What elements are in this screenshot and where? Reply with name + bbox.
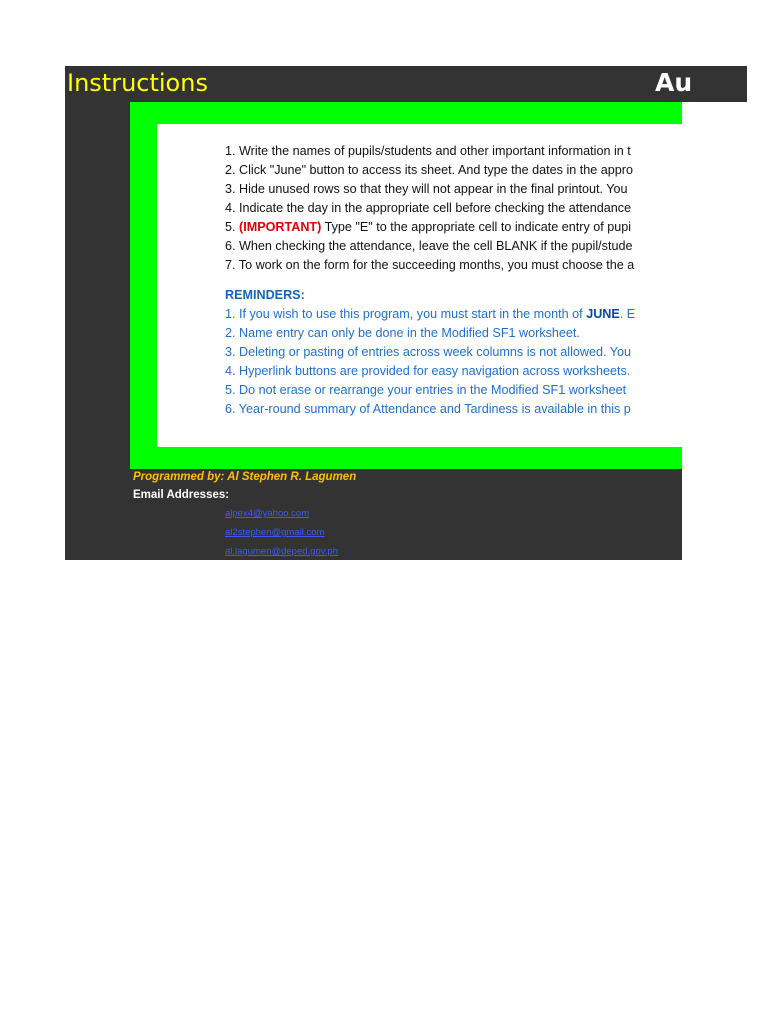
email-link-gmail[interactable]: al2stephen@gmail.com xyxy=(225,527,325,538)
reminder-line-2: 2. Name entry can only be done in the Modified SF1 worksheet. xyxy=(225,326,580,340)
reminder-line-3: 3. Deleting or pasting of entries across week columns is not allowed. You xyxy=(225,345,632,359)
programmed-by: Programmed by: Al Stephen R. Lagumen xyxy=(133,471,357,483)
instruction-line-4: 4. Indicate the day in the appropriate cell before checking the attendance xyxy=(225,201,632,215)
instruction-5-text: Type "E" to the appropriate cell to indicate entry of pupi xyxy=(321,220,632,234)
reminder-line-1 xyxy=(225,305,682,324)
reminder-1-month: JUNE xyxy=(586,307,620,321)
email-link-yahoo[interactable]: alpex4@yahoo.com xyxy=(225,508,310,519)
reminder-line-6: 6. Year-round summary of Attendance and Tardiness is available in this p xyxy=(225,402,631,416)
important-label: (IMPORTANT) xyxy=(239,220,322,234)
instruction-line-1: 1. Write the names of pupils/students and other important information in t xyxy=(225,144,631,158)
instructions-sheet xyxy=(65,66,747,560)
reminders-heading: REMINDERS: xyxy=(225,288,305,302)
instruction-line-7: 7. To work on the form for the succeeding months, you must choose the a xyxy=(225,258,635,272)
instruction-line-6: 6. When checking the attendance, leave the cell BLANK if the pupil/stude xyxy=(225,239,633,253)
instruction-5-prefix: 5. xyxy=(225,220,240,234)
reminder-line-5: 5. Do not erase or rearrange your entries in the Modified SF1 worksheet xyxy=(225,383,627,397)
page-title: Instructions xyxy=(67,69,208,97)
instruction-line-2: 2. Click "June" button to access its sheet. And type the dates in the appro xyxy=(225,163,633,177)
instruction-line-5 xyxy=(225,218,682,237)
header-bar xyxy=(65,66,747,102)
reminder-line-4: 4. Hyperlink buttons are provided for easy navigation across worksheets. xyxy=(225,364,631,378)
reminder-1-rest: . E xyxy=(619,307,636,321)
instructions-panel xyxy=(157,124,682,447)
instruction-line-3: 3. Hide unused rows so that they will not appear in the final printout. You xyxy=(225,182,628,196)
reminder-1-prefix: 1. If you wish to use this program, you must start in the month of xyxy=(225,307,587,321)
email-link-deped[interactable]: al.lagumen@deped.gov.ph xyxy=(225,546,338,557)
email-label: Email Addresses: xyxy=(133,489,230,501)
header-title-right: Au xyxy=(655,68,693,97)
